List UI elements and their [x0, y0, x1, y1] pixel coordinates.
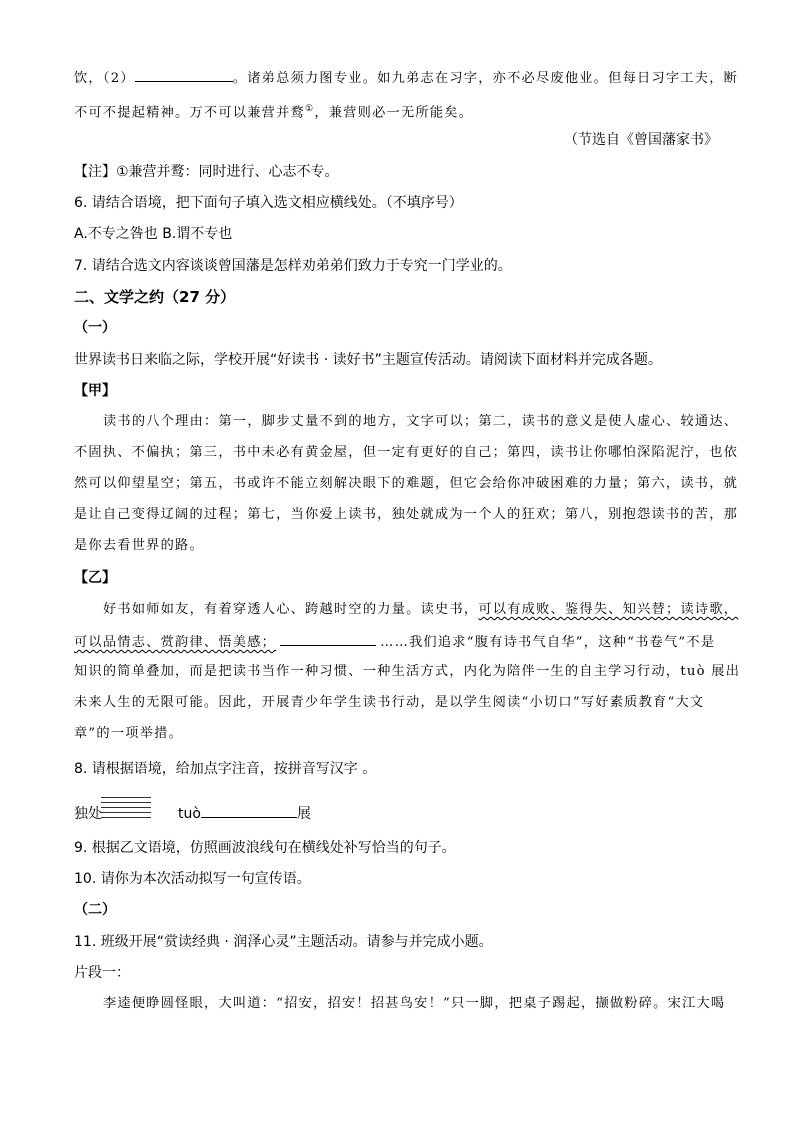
source-citation: （节选自《曾国藩家书》 — [564, 132, 718, 148]
passage-text: 不可不提起精神。万不可以兼营并鹜 — [74, 105, 305, 121]
answer-blank-tuo[interactable] — [201, 803, 297, 818]
word-zhan: 展 — [296, 806, 311, 822]
passage-text: 饮，（2） — [74, 71, 135, 86]
question-10: 10. 请你为本次活动拟写一句宣传语。 — [74, 871, 311, 887]
question-9: 9. 根据乙文语境，仿照画波浪线句在横线处补写恰当的句子。 — [74, 840, 456, 856]
material-yi-label: 【乙】 — [74, 570, 116, 586]
passage-line-2 — [74, 99, 473, 123]
question-7: 7. 请结合选文内容谈谈曾国藩是怎样劝弟弟们致力于专究一门学业的。 — [74, 258, 512, 274]
answer-blank-2[interactable] — [135, 67, 233, 82]
jia-line: 是让自己变得辽阔的过程；第七，当你爱上读书，独处就成为一个人的狂欢；第八，别抱怨读书的苦，那 — [74, 507, 739, 522]
wavy-underlined-sentence: 可以品情志、赏韵律、悟美感； — [74, 635, 277, 650]
section-heading: 二、文学之约（27 分） — [74, 288, 236, 306]
footnote-marker: ① — [305, 104, 315, 114]
jia-line: 读书的八个理由：第一，脚步丈量不到的地方，文字可以；第二，读书的意义是使人虚心、较通达、 — [103, 414, 739, 429]
footnote: 【注】①兼营并鹜：同时进行、心志不专。 — [74, 164, 339, 180]
wavy-underlined-sentence: 可以有成败、鉴得失、知兴替；读诗歌， — [478, 602, 739, 617]
answer-blank-9[interactable] — [280, 631, 376, 646]
yi-line: 知识的简单叠加，而是把读书当作一种习惯、一种生活方式，内化为陪伴一生的自主学习行动，tuò 展出 — [74, 664, 741, 679]
question-8-answers — [74, 803, 311, 824]
pinyin-tuo: tuò — [178, 806, 201, 822]
yi-line: 章”的一项举措。 — [74, 726, 184, 741]
passage-text: 。诸弟总须力图专业。如九弟志在习字，亦不必尽废他业。但每日习字工夫，断 — [232, 71, 739, 86]
word-duchu: 独处 — [74, 806, 102, 822]
jia-line: 不固执、不偏执；第三，书中未必有黄金屋，但一定有更好的自己；第四，读书让你哪怕深陷泥泞，也依 — [74, 445, 739, 460]
yi-line: 未来人生的无限可能。因此，开展青少年学生读书行动，是以学生阅读“小切口”写好素质教育“大文 — [74, 695, 705, 710]
question-6-options: A.不专之咎也 B.谓不专也 — [74, 226, 233, 242]
yi-text: 好书如师如友，有着穿透人心、跨越时空的力量。读史书， — [103, 602, 479, 617]
intro-text: 世界读书日来临之际，学校开展“好读书 · 读好书”主题宣传活动。请阅读下面材料并完成各题。 — [74, 352, 662, 368]
jia-line: 然可以仰望星空；第五，书或许不能立刻解决眼下的难题，但它会给你冲破困难的力量；第六，读书，就 — [74, 476, 739, 491]
yi-text: ……我们追求“腹有诗书气自华”，这种“书卷气”不是 — [380, 635, 716, 650]
material-jia-label: 【甲】 — [74, 383, 116, 399]
passage-text: ，兼营则必一无所能矣。 — [314, 105, 474, 121]
yi-line-1 — [103, 600, 738, 620]
passage-line-1 — [74, 67, 738, 89]
part-heading-1: （一） — [74, 320, 116, 336]
question-6: 6. 请结合语境，把下面句子填入选文相应横线处。（不填序号） — [74, 195, 463, 211]
fragment-1-label: 片段一： — [74, 965, 130, 981]
fragment-1-text: 李逵便睁圆怪眼，大叫道：“招安，招安！招甚鸟安！”只一脚，把桌子踢起，撷做粉碎。宋江大喝 — [103, 996, 726, 1011]
jia-line: 是你去看世界的路。 — [74, 538, 204, 553]
yi-line-2 — [74, 631, 715, 653]
question-11: 11. 班级开展“赏读经典 · 润泽心灵”主题活动。请参与并完成小题。 — [74, 934, 493, 950]
question-8: 8. 请根据语境，给加点字注音，按拼音写汉字 。 — [74, 761, 377, 777]
part-heading-2: （二） — [74, 902, 116, 918]
